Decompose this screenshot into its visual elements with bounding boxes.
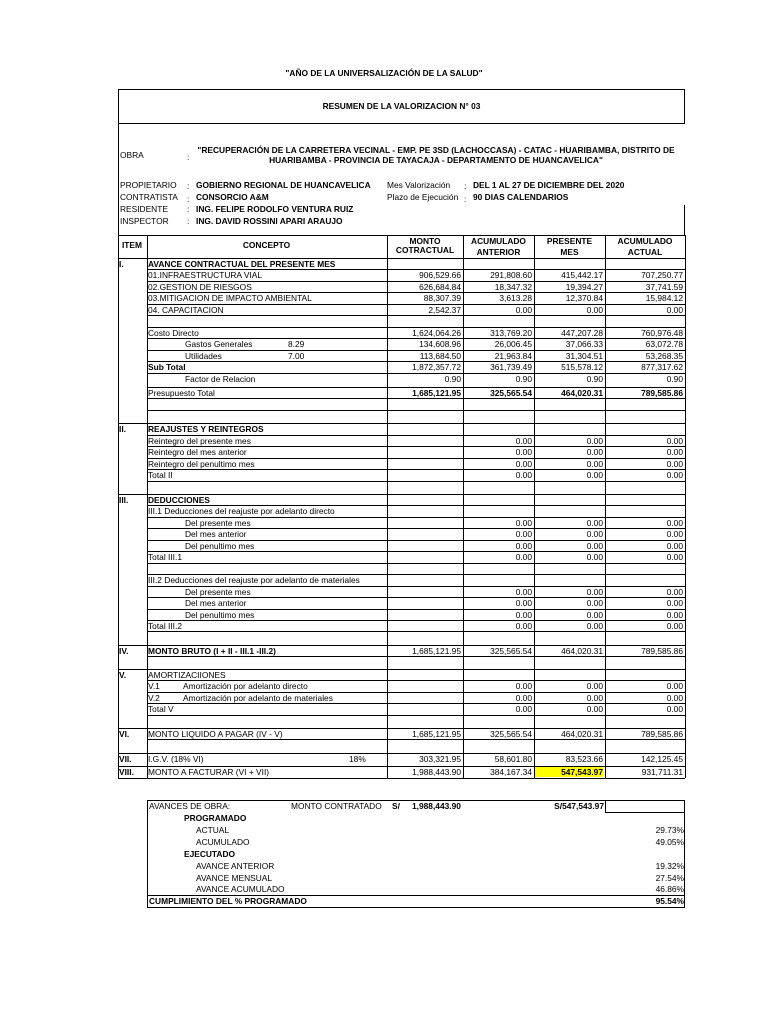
table-row: [118, 398, 685, 409]
colon: :: [464, 194, 467, 204]
mes-label: Mes Valorización: [387, 180, 451, 190]
row-value: 0.00: [666, 620, 683, 631]
row-value: 0.00: [515, 620, 532, 631]
row-value: 0.00: [586, 609, 603, 620]
row-value: 1,685,121.95: [412, 729, 461, 739]
programado-actual-label: ACTUAL: [196, 825, 230, 835]
row-concept: Del penultimo mes: [185, 540, 255, 551]
row-value: 83,523.66: [565, 753, 603, 764]
obra-line-1: "RECUPERACIÓN DE LA CARRETERA VECINAL - EMP. PE 3SD (LACHOCCASA) - CATAC - HUARIBAMBA, DISTRITO DE: [197, 145, 675, 155]
row-value: 0.00: [666, 704, 683, 715]
row-concept: AMORTIZACIIONES: [148, 669, 226, 680]
row-concept: MONTO BRUTO (I + II - III.1 -III.2): [148, 645, 276, 656]
row-value: 3,613.28: [499, 293, 532, 304]
row-value: 0.00: [666, 540, 683, 551]
row-value: 626,684.84: [419, 281, 461, 292]
avances-label: AVANCES DE OBRA:: [149, 801, 231, 811]
avance-anterior-value: 19.32%: [655, 861, 684, 871]
col-item: ITEM: [121, 240, 142, 250]
section-line: [118, 645, 147, 646]
table-row: [118, 656, 685, 667]
row-item: III.: [119, 495, 129, 505]
row-value: 0.00: [515, 704, 532, 715]
row-concept: V.2: [148, 692, 160, 703]
row-value: 0.00: [515, 458, 532, 469]
row-subconcept: Amortización por adelanto directo: [183, 681, 308, 692]
row-item: VIII.: [119, 767, 134, 778]
row-concept: Del penultimo mes: [185, 609, 255, 620]
row-value: 415,442.17: [561, 270, 603, 281]
row-value: 0.00: [586, 681, 603, 692]
row-value: 12,370.84: [565, 293, 603, 304]
avances-divider: [605, 800, 606, 812]
colon: :: [187, 181, 190, 191]
row-value: 15,984.12: [645, 293, 683, 304]
row-concept: Reintegro del mes anterior: [148, 447, 247, 458]
inspector-value: ING. DAVID ROSSINI APARI ARAUJO: [196, 216, 343, 226]
summary-title: RESUMEN DE LA VALORIZACION N° 03: [322, 101, 481, 111]
top-title: "AÑO DE LA UNIVERSALIZACIÓN DE LA SALUD": [285, 68, 483, 78]
table-row: [118, 481, 685, 492]
residente-label: RESIDENTE: [120, 204, 168, 214]
currency-symbol: S/: [392, 801, 400, 811]
obra-label: OBRA: [120, 150, 144, 160]
row-value: 0.00: [515, 552, 532, 563]
row-concept: Total III.2: [148, 620, 182, 631]
col-concepto: CONCEPTO: [242, 240, 291, 250]
row-value: 0.00: [666, 681, 683, 692]
row-value: 0.00: [586, 620, 603, 631]
row-value: 0.00: [515, 586, 532, 597]
column-line: [463, 235, 464, 778]
row-concept: REAJUSTES Y REINTEGROS: [148, 424, 264, 435]
row-value: 0.00: [586, 470, 603, 481]
monto-contratado-label: MONTO CONTRATADO: [291, 801, 382, 811]
table-row: [118, 563, 685, 574]
row-value: 31,304.51: [565, 350, 603, 361]
propietario-value: GOBIERNO REGIONAL DE HUANCAVELICA: [196, 180, 371, 190]
row-value: 37,066.33: [565, 339, 603, 350]
row-concept: MONTO A FACTURAR (VI + VII): [148, 767, 270, 778]
row-concept: MONTO LIQUIDO A PAGAR (IV - V): [148, 729, 283, 739]
row-value: 0.00: [666, 609, 683, 620]
row-value: 0.00: [666, 304, 683, 315]
row-value: 0.00: [666, 598, 683, 609]
row-value: 0.00: [515, 681, 532, 692]
title-bottom-border: [118, 123, 685, 124]
row-value: 0.00: [666, 529, 683, 540]
inspector-label: INSPECTOR: [120, 216, 169, 226]
row-percentage: 8.29: [288, 339, 305, 350]
col-presente-1: PRESENTE: [546, 236, 593, 246]
row-concept: Costo Directo: [148, 327, 199, 338]
row-value: 0.00: [666, 586, 683, 597]
plazo-value: 90 DIAS CALENDARIOS: [473, 192, 569, 202]
contratista-label: CONTRATISTA: [120, 192, 178, 202]
row-value: 58,601.80: [494, 753, 532, 764]
row-value: 464,020.31: [561, 729, 603, 739]
section-line: [118, 766, 147, 767]
table-row: [118, 739, 685, 750]
column-line: [534, 235, 535, 778]
row-value: 0.00: [666, 458, 683, 469]
column-line: [387, 235, 388, 778]
row-value: 707,250.77: [641, 270, 683, 281]
row-concept: V.1: [148, 681, 160, 692]
row-value: 0.00: [586, 304, 603, 315]
row-value: 313,769.20: [490, 327, 532, 338]
programado-acumulado-label: ACUMULADO: [196, 837, 250, 847]
row-item: I.: [119, 259, 124, 269]
row-value: 1,872,357.72: [412, 362, 461, 373]
row-concept: Presupuesto Total: [148, 387, 215, 398]
row-concept: III.2 Deducciones del reajuste por adelanto de materiales: [148, 575, 360, 586]
row-value: 0.00: [586, 586, 603, 597]
programado-acumulado-value: 49.05%: [655, 837, 684, 847]
row-value: 361,739.49: [490, 362, 532, 373]
row-value: 0.00: [586, 529, 603, 540]
row-value: 0.00: [586, 704, 603, 715]
avance-mensual-value: 27.54%: [655, 873, 684, 883]
programado-heading: PROGRAMADO: [184, 813, 247, 823]
row-value: 1,988,443.90: [412, 767, 461, 778]
row-value: 2,542.37: [428, 304, 461, 315]
table-row: [118, 315, 685, 326]
row-concept: 02.GESTION DE RIESGOS: [148, 281, 252, 292]
table-row: [118, 715, 685, 726]
right-border-mid: [684, 205, 685, 235]
col-monto-2: COTRACTUAL: [395, 245, 455, 255]
row-value: 113,684.50: [419, 350, 461, 361]
colon: :: [187, 194, 190, 204]
propietario-label: PROPIETARIO: [120, 180, 177, 190]
row-item: V.: [119, 669, 127, 680]
row-value: 0.00: [666, 435, 683, 446]
row-concept: Reintegro del presente mes: [148, 435, 251, 446]
row-concept: Reintegro del penultimo mes: [148, 458, 255, 469]
col-presente-2: MES: [560, 247, 579, 257]
row-value: 0.00: [515, 692, 532, 703]
row-value: 0.00: [515, 304, 532, 315]
row-value: 0.00: [586, 692, 603, 703]
row-value: 291,808.60: [490, 270, 532, 281]
column-line: [118, 235, 119, 778]
row-item: II.: [119, 424, 126, 435]
row-value: 0.00: [515, 435, 532, 446]
row-concept: DEDUCCIONES: [148, 495, 210, 505]
row-value: 464,020.31: [561, 387, 603, 398]
plazo-label: Plazo de Ejecución: [387, 192, 459, 202]
row-concept: AVANCE CONTRACTUAL DEL PRESENTE MES: [148, 259, 336, 269]
row-value: 877,317.62: [641, 362, 683, 373]
row-value: 0.00: [666, 552, 683, 563]
section-line: [118, 423, 147, 424]
section-line: [118, 753, 147, 754]
row-value: 789,585.86: [641, 729, 683, 739]
cumplimiento-label: CUMPLIMIENTO DEL % PROGRAMADO: [149, 896, 307, 906]
row-value: 0.00: [666, 692, 683, 703]
row-concept: Sub Total: [148, 362, 186, 373]
row-value: 325,565.54: [490, 387, 532, 398]
row-value: 0.00: [586, 447, 603, 458]
top-border: [118, 89, 685, 90]
row-value: 53,268.35: [645, 350, 683, 361]
col-acum-ant-2: ANTERIOR: [476, 247, 521, 257]
avances-divider-h: [605, 812, 685, 813]
avance-anterior-label: AVANCE ANTERIOR: [196, 861, 275, 871]
row-value: 19,394.27: [565, 281, 603, 292]
row-value: 88,307.39: [423, 293, 461, 304]
colon: :: [464, 181, 467, 191]
row-value: 0.00: [666, 517, 683, 528]
avance-mensual-label: AVANCE MENSUAL: [196, 873, 273, 883]
row-value: 37,741.59: [645, 281, 683, 292]
row-value: 63,072.78: [645, 339, 683, 350]
row-value: 0.00: [586, 540, 603, 551]
row-concept: I.G.V. (18% VI): [148, 753, 204, 764]
row-value: 789,585.86: [641, 387, 683, 398]
presente-mes-amount: S/547,543.97: [554, 801, 604, 811]
row-subconcept: Amortización por adelanto de materiales: [183, 692, 333, 703]
row-concept: Del mes anterior: [185, 598, 247, 609]
row-concept: Total III.1: [148, 552, 182, 563]
col-monto-1: MONTO: [409, 236, 441, 246]
programado-actual-value: 29.73%: [655, 825, 684, 835]
row-concept: 01.INFRAESTRUCTURA VIAL: [148, 270, 263, 281]
col-acum-act-2: ACTUAL: [627, 247, 663, 257]
row-value: 0.90: [444, 373, 461, 384]
avances-right-border: [684, 800, 685, 908]
section-line: [118, 728, 147, 729]
row-value: 0.00: [586, 552, 603, 563]
row-item: VII.: [119, 753, 132, 764]
col-acum-act-1: ACUMULADO: [617, 236, 673, 246]
row-value: 906,529.66: [419, 270, 461, 281]
row-value: 384,167.34: [490, 767, 532, 778]
residente-value: ING. FELIPE RODOLFO VENTURA RUIZ: [196, 204, 354, 214]
row-value: 0.00: [666, 470, 683, 481]
row-percentage: 18%: [349, 753, 366, 764]
column-line: [147, 235, 148, 778]
row-concept: Utilidades: [185, 350, 222, 361]
row-value: 447,207.28: [561, 327, 603, 338]
row-concept: 04. CAPACITACION: [148, 304, 224, 315]
col-acum-ant-1: ACUMULADO: [471, 236, 526, 246]
row-percentage: 7.00: [288, 350, 305, 361]
row-value: 0.00: [586, 598, 603, 609]
row-value: 26,006.45: [494, 339, 532, 350]
monto-contratado-value: 1,988,443.90: [412, 801, 461, 811]
row-value: 0.00: [515, 598, 532, 609]
row-concept: Factor de Relacion: [185, 373, 256, 384]
obra-line-2: HUARIBAMBA - PROVINCIA DE TAYACAJA - DEPARTAMENTO DE HUANCAVELICA": [269, 155, 603, 165]
row-value: 0.00: [666, 447, 683, 458]
row-value: 789,585.86: [641, 645, 683, 656]
avances-left-border: [147, 800, 148, 908]
column-line: [685, 235, 686, 778]
row-value: 0.00: [515, 540, 532, 551]
row-concept: Gastos Generales: [185, 339, 253, 350]
row-value: 760,976.48: [641, 327, 683, 338]
row-value: 0.90: [515, 373, 532, 384]
row-item: IV.: [119, 645, 129, 656]
row-concept: Del presente mes: [185, 517, 251, 528]
row-value: 18,347.32: [494, 281, 532, 292]
row-value: 0.00: [515, 609, 532, 620]
row-value: 0.90: [586, 373, 603, 384]
row-concept: Del mes anterior: [185, 529, 247, 540]
table-row: [118, 631, 685, 642]
row-value: 0.00: [515, 529, 532, 540]
section-line: [118, 258, 147, 259]
row-item: VI.: [119, 729, 130, 739]
row-value: 0.00: [586, 435, 603, 446]
row-value: 21,963.84: [494, 350, 532, 361]
row-value: 325,565.54: [490, 645, 532, 656]
row-value: 1,685,121.95: [412, 645, 461, 656]
cumplimiento-value: 95.54%: [655, 896, 684, 906]
row-value: 0.90: [666, 373, 683, 384]
contratista-value: CONSORCIO A&M: [196, 192, 269, 202]
row-value: 1,685,121.95: [412, 387, 461, 398]
row-value: 0.00: [586, 517, 603, 528]
row-value: 142,125.45: [641, 753, 683, 764]
row-value: 0.00: [515, 470, 532, 481]
row-value: 303,321.95: [419, 753, 461, 764]
row-value: 325,565.54: [490, 729, 532, 739]
colon: :: [187, 216, 190, 226]
avance-acumulado-value: 46.86%: [655, 884, 684, 894]
row-value: 0.00: [515, 447, 532, 458]
row-concept: Total V: [148, 704, 174, 715]
row-value: 515,578.12: [561, 362, 603, 373]
section-line: [118, 494, 147, 495]
row-value: 0.00: [515, 517, 532, 528]
avance-acumulado-label: AVANCE ACUMULADO: [196, 884, 285, 894]
column-line: [605, 235, 606, 778]
highlighted-amount: 547,543.97: [535, 767, 603, 777]
row-value: 464,020.31: [561, 645, 603, 656]
ejecutado-heading: EJECUTADO: [184, 849, 236, 859]
table-bottom-border: [118, 778, 685, 779]
row-value: 0.00: [586, 458, 603, 469]
avances-bottom-border: [147, 907, 685, 908]
row-value: 1,624,064.26: [412, 327, 461, 338]
row-value: 134,608.96: [419, 339, 461, 350]
obra-colon: :: [187, 152, 190, 162]
row-value: 931,711.31: [641, 767, 683, 778]
colon: :: [187, 204, 190, 214]
row-concept: Del presente mes: [185, 586, 251, 597]
row-concept: III.1 Deducciones del reajuste por adelanto directo: [148, 506, 335, 517]
row-concept: 03.MITIGACION DE IMPACTO AMBIENTAL: [148, 293, 312, 304]
table-row: [118, 410, 685, 421]
mes-value: DEL 1 AL 27 DE DICIEMBRE DEL 2020: [473, 180, 625, 190]
row-concept: Total II: [148, 470, 173, 481]
section-line: [118, 669, 147, 670]
